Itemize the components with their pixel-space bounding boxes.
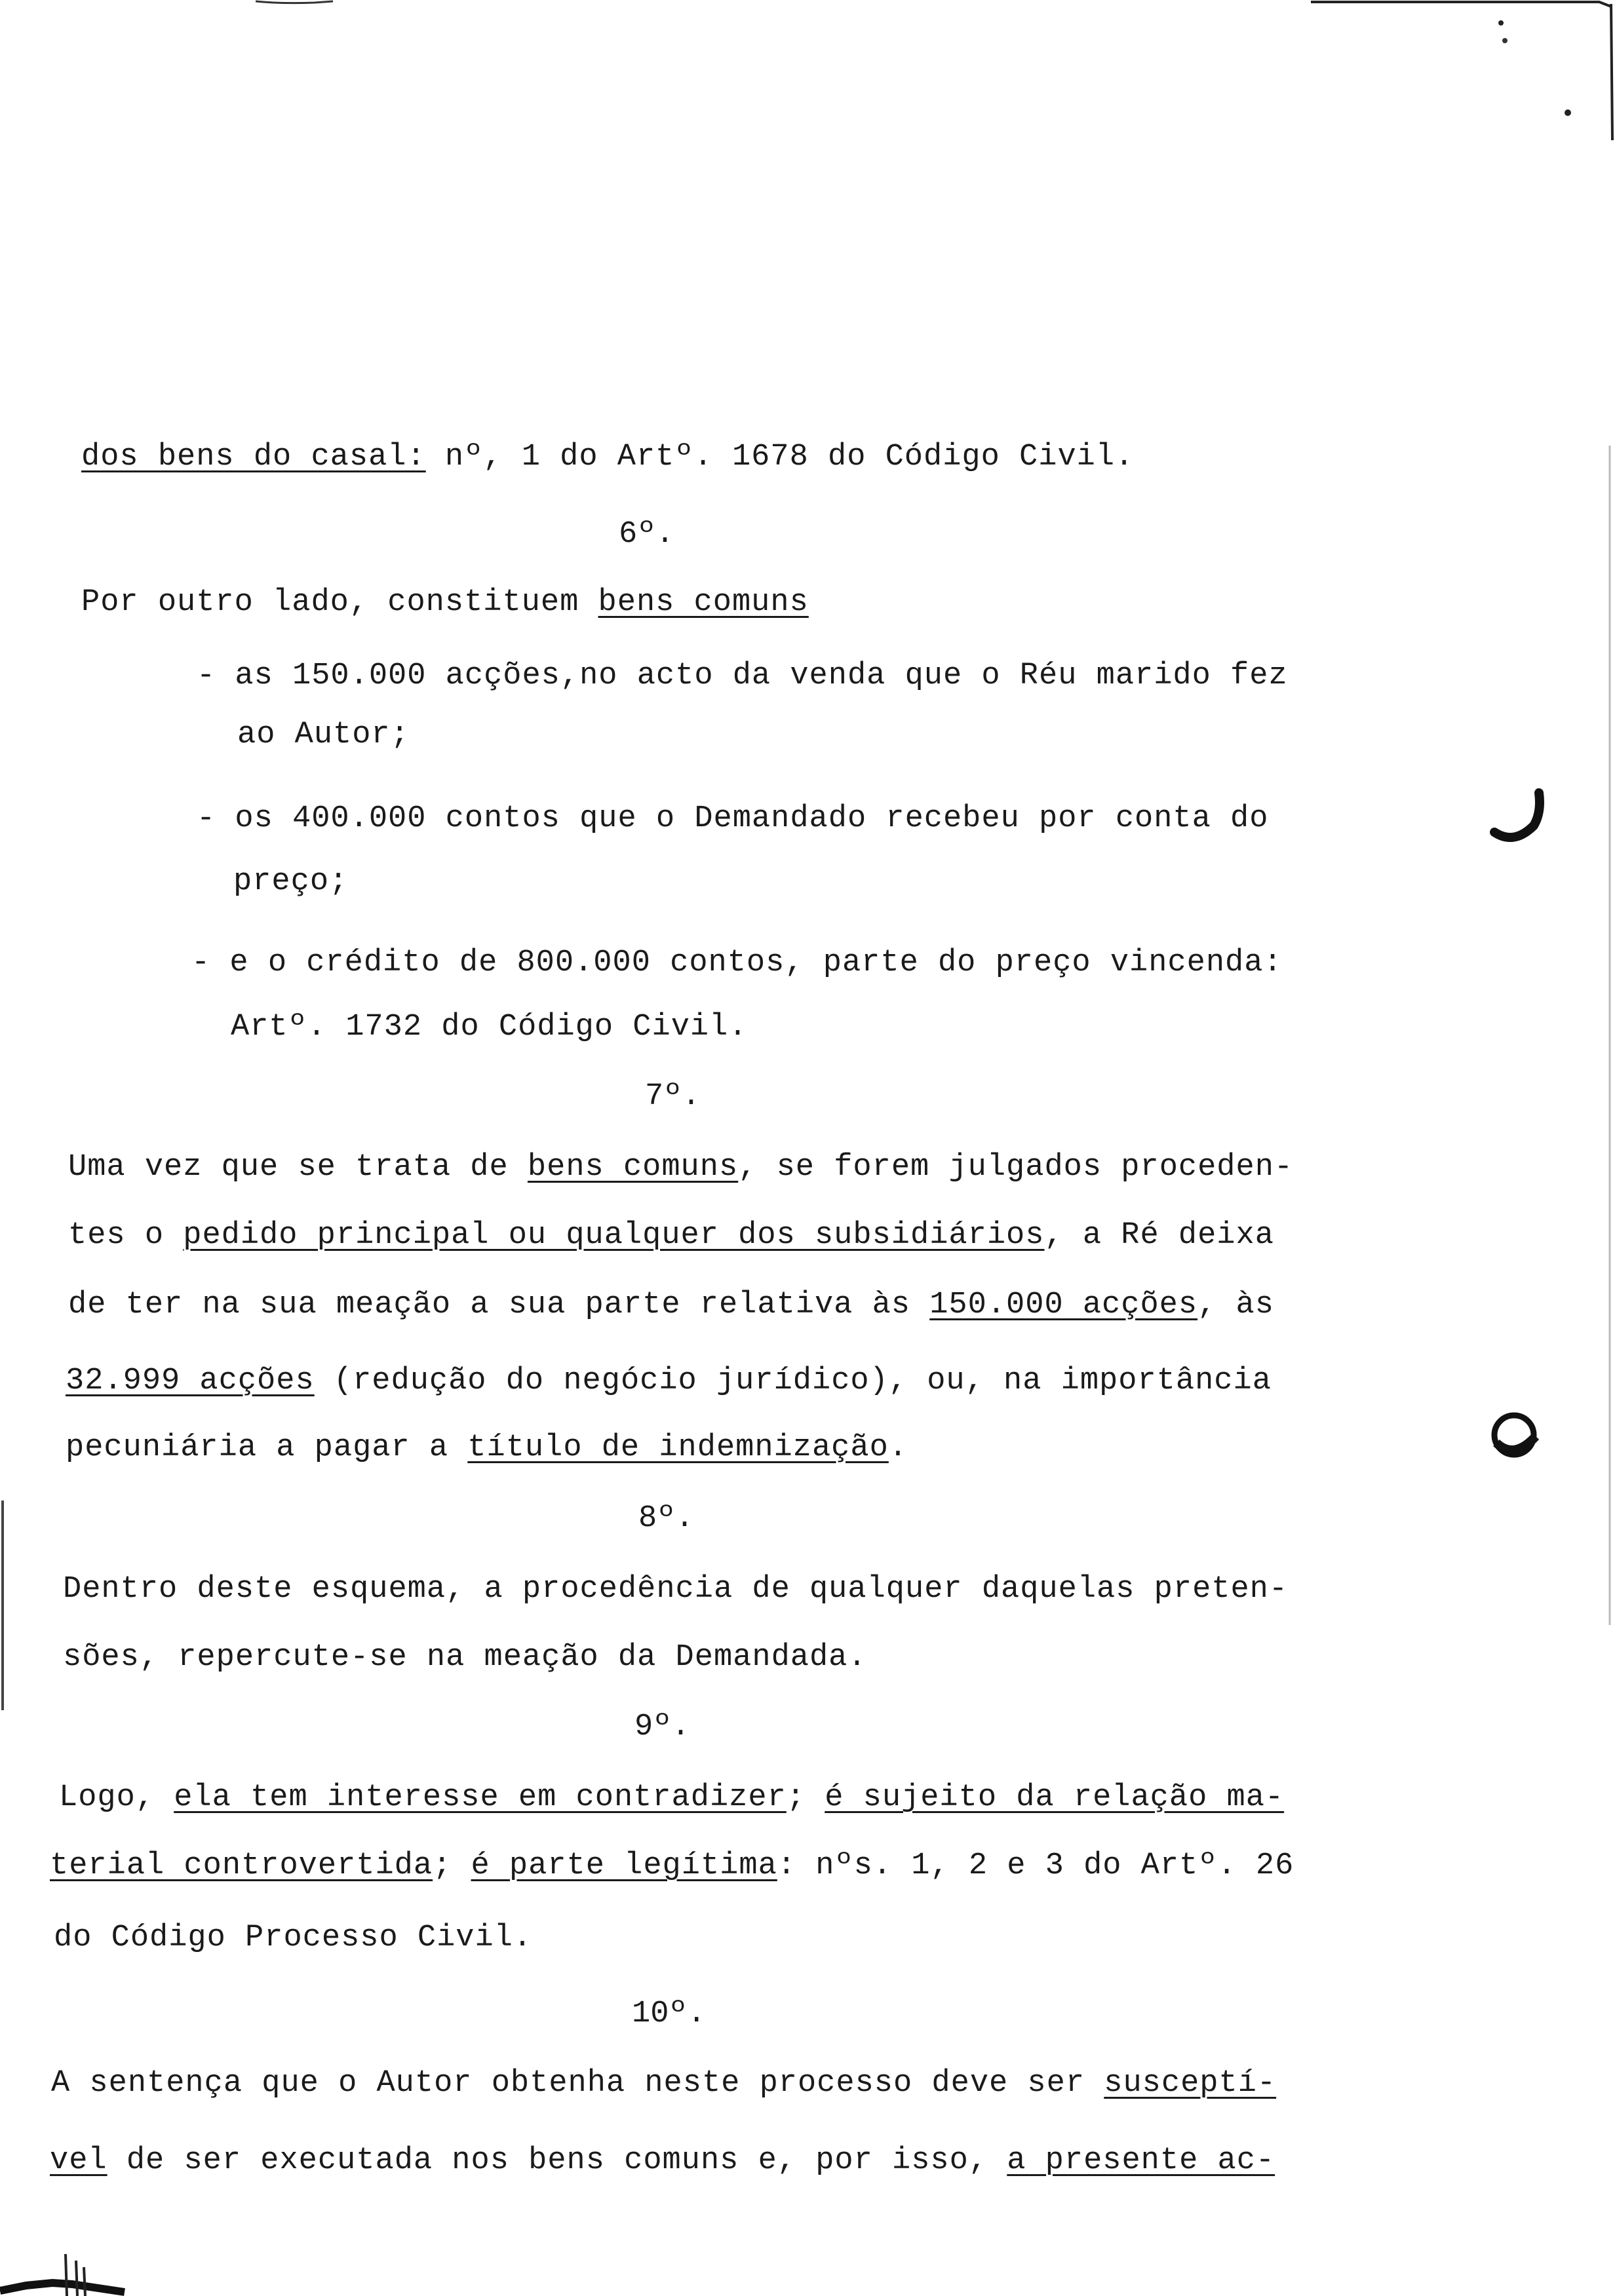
underlined-phrase: ela tem interesse em contradizer — [174, 1780, 787, 1815]
text-segment: tes o — [68, 1218, 184, 1253]
text-line-8: Dentro deste esquema, a procedência de qualquer daquelas preten- — [63, 1572, 1289, 1607]
text-segment: Por outro lado, constituem — [81, 585, 598, 620]
underlined-phrase: a presente ac- — [1007, 2143, 1275, 2178]
underlined-phrase: dos bens do casal: — [81, 440, 426, 474]
underlined-phrase: terial controvertida — [50, 1848, 433, 1883]
text-line-2 — [81, 583, 809, 622]
text-segment: , a Ré deixa — [1044, 1218, 1274, 1253]
text-line-3 — [68, 1148, 1293, 1187]
text-segment: ; — [786, 1780, 825, 1815]
underlined-phrase: 32.999 acções — [66, 1364, 315, 1398]
underlined-phrase: é sujeito da relação ma- — [825, 1780, 1285, 1815]
text-segment: A sentença que o Autor obtenha neste processo deve ser — [51, 2066, 1104, 2101]
underlined-phrase: bens comuns — [527, 1150, 739, 1185]
text-segment: Logo, — [59, 1780, 174, 1815]
scan-mark-top-right — [1311, 0, 1615, 144]
text-segment: ; — [433, 1848, 471, 1883]
underlined-phrase: pedido principal ou qualquer dos subsidiários — [183, 1218, 1045, 1253]
text-line-5 — [68, 1286, 1274, 1325]
text-line-9: sões, repercute-se na meação da Demandada. — [63, 1640, 867, 1675]
text-segment: pecuniária a pagar a — [66, 1430, 468, 1465]
underlined-phrase: susceptí- — [1104, 2066, 1277, 2101]
bullet-continuation: Artº. 1732 do Código Civil. — [231, 1010, 748, 1044]
underlined-phrase: é parte legítima — [471, 1848, 777, 1883]
underlined-phrase: 150.000 acções — [929, 1288, 1198, 1322]
text-line-14 — [50, 2141, 1275, 2181]
text-segment: . — [888, 1430, 908, 1465]
text-line-11 — [50, 1846, 1294, 1886]
text-segment: : nºs. 1, 2 e 3 do Artº. 26 — [777, 1848, 1294, 1883]
bullet-line-acoes: - as 150.000 acções,no acto da venda que o Réu marido fez — [197, 659, 1288, 693]
scan-mark-bottom-left — [0, 2228, 131, 2296]
paragraph-number-9: 9º. — [634, 1710, 690, 1744]
text-line-13 — [51, 2064, 1276, 2103]
underlined-phrase: vel — [50, 2143, 107, 2178]
right-edge-line — [1605, 446, 1615, 1625]
text-segment: nº, 1 do Artº. 1678 do Código Civil. — [425, 440, 1135, 474]
text-line-12: do Código Processo Civil. — [54, 1921, 533, 1955]
text-segment: , se forem julgados proceden- — [738, 1150, 1294, 1185]
bullet-continuation: preço; — [233, 864, 349, 899]
underlined-phrase: título de indemnização — [467, 1430, 889, 1465]
text-line-1 — [81, 438, 1134, 477]
punch-hole-mark-upper — [1488, 773, 1566, 852]
bullet-continuation: ao Autor; — [237, 718, 410, 752]
underlined-phrase: bens comuns — [598, 585, 809, 620]
text-line-4 — [68, 1216, 1274, 1255]
text-line-7 — [66, 1428, 908, 1468]
punch-hole-mark-lower — [1478, 1396, 1557, 1474]
paragraph-number-8: 8º. — [638, 1501, 694, 1536]
text-segment: Uma vez que se trata de — [68, 1150, 528, 1185]
paragraph-number-7: 7º. — [645, 1079, 701, 1114]
bullet-line-credito: - e o crédito de 800.000 contos, parte do preço vincenda: — [191, 946, 1283, 980]
scan-mark-top-left — [256, 0, 334, 13]
text-segment: de ser executada nos bens comuns e, por isso, — [107, 2143, 1007, 2178]
text-segment: de ter na sua meação a sua parte relativa às — [68, 1288, 930, 1322]
text-line-6 — [66, 1362, 1272, 1401]
bullet-line-contos: - os 400.000 contos que o Demandado recebeu por conta do — [197, 801, 1269, 836]
text-line-10 — [59, 1778, 1284, 1818]
text-segment: , às — [1197, 1288, 1274, 1322]
text-segment: (redução do negócio jurídico), ou, na importância — [314, 1364, 1272, 1398]
paragraph-number-6: 6º. — [619, 517, 674, 552]
paragraph-number-10: 10º. — [632, 1997, 706, 2031]
left-edge-line — [0, 1501, 7, 1710]
